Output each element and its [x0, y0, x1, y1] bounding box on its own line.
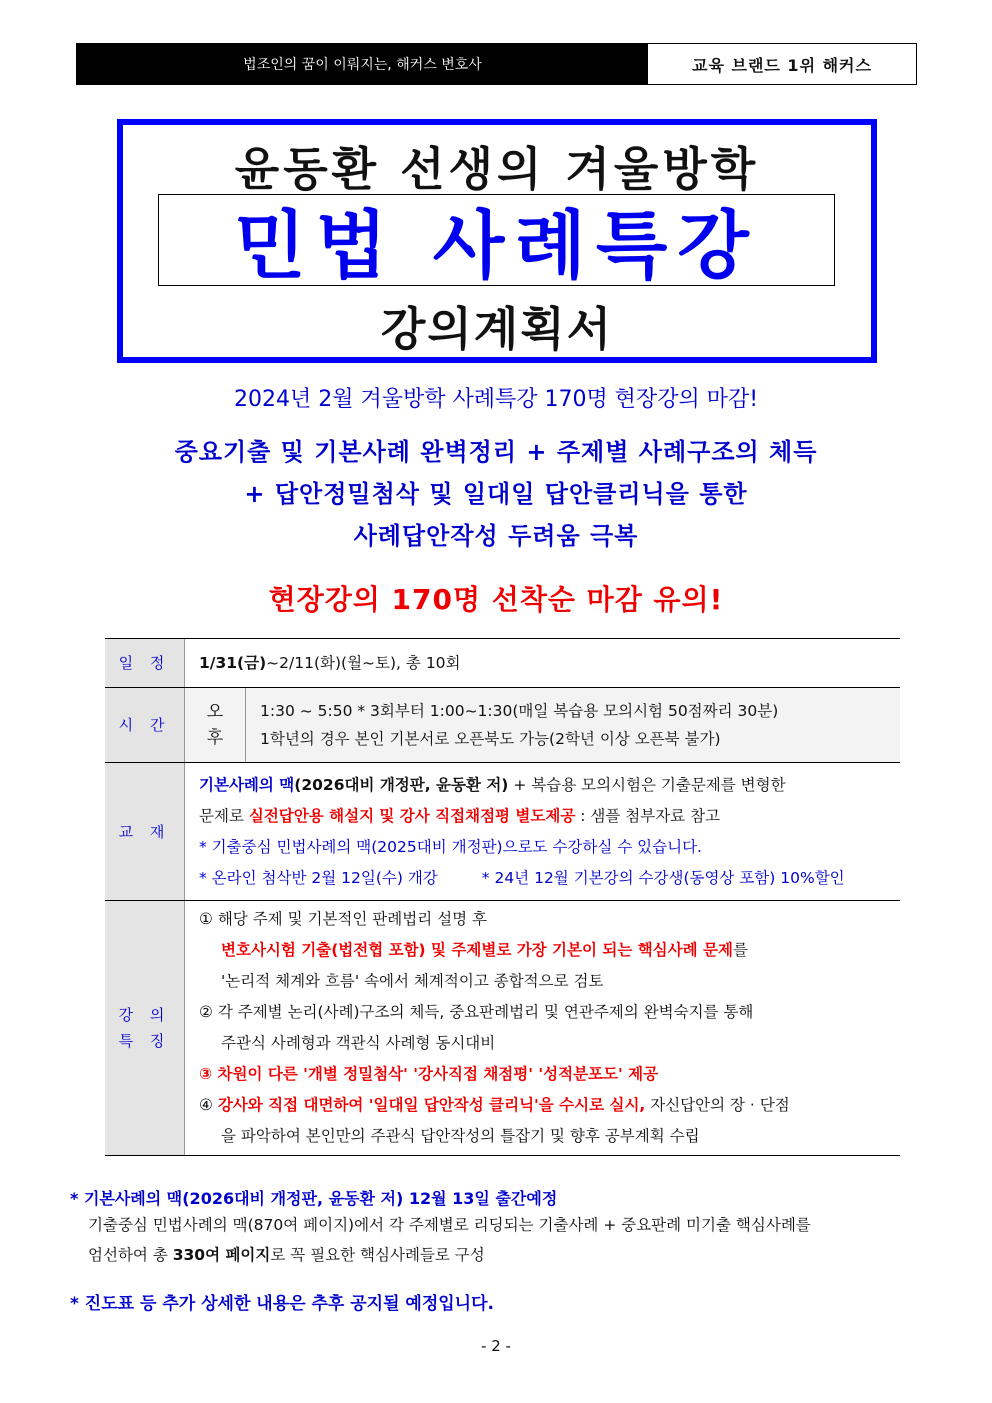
feature-4-rest: 자신답안의 장 · 단점: [645, 1096, 790, 1114]
feature-2-line2: 주관식 사례형과 객관식 사례형 동시대비: [221, 1034, 496, 1052]
features-label-2: 특 징: [118, 1032, 171, 1050]
title-inner-box: [158, 194, 835, 289]
textbook-publication-note: [70, 1188, 930, 1270]
time-period-char2: 후: [206, 728, 224, 748]
subtitle-line1: 중요기출 및 기본사례 완벽정리 + 주제별 사례구조의 체득: [174, 438, 818, 466]
page-header: [76, 43, 917, 85]
schedule-value: [185, 639, 900, 687]
textbook-value: [185, 763, 900, 900]
schedule-announcement-note: * 진도표 등 추가 상세한 내용은 추후 공지될 예정입니다.: [70, 1294, 494, 1314]
textbook-label: 교 재: [105, 763, 185, 900]
title-box: [117, 119, 877, 363]
time-line1: 1:30 ~ 5:50 * 3회부터 1:00~1:30(매일 복습용 모의시험 50점짜리 30분): [260, 702, 779, 720]
page-number: - 2 -: [481, 1337, 511, 1355]
feature-4-highlight: 강사와 직접 대면하여 '일대일 답안작성 클리닉'을 수시로 실시,: [217, 1096, 646, 1114]
feature-1-tail: 를: [732, 941, 748, 959]
feature-4-line2: 을 파악하여 본인만의 주관식 답안작성의 틀잡기 및 향후 공부계획 수립: [221, 1127, 700, 1145]
note-1-pages: 330여 페이지: [172, 1246, 271, 1264]
features-value: [185, 901, 900, 1155]
note-1-line2-post: 로 꼭 필요한 핵심사례들로 구성: [270, 1246, 485, 1264]
subtitle-line3: 사례답안작성 두려움 극복: [353, 522, 639, 550]
schedule-range: ~2/11(화)(월~토), 총 10회: [266, 653, 461, 672]
schedule-start: 1/31(금): [199, 653, 267, 672]
time-period-char1: 오: [206, 702, 224, 722]
textbook-row: [105, 763, 900, 901]
time-period: [185, 688, 246, 762]
textbook-line2-rest: : 샘플 첨부자료 참고: [575, 806, 721, 825]
note-1-line2-pre: 엄선하여 총: [88, 1246, 173, 1264]
note-1-heading: * 기본사례의 맥(2026대비 개정판, 윤동환 저) 12월 13일 출간예정: [70, 1189, 558, 1208]
header-brand: 교육 브랜드 1위 해커스: [692, 55, 872, 75]
schedule-row: [105, 639, 900, 688]
feature-1-line1: ① 해당 주제 및 기본적인 판례법리 설명 후: [199, 910, 487, 928]
textbook-online-note: * 온라인 첨삭반 2월 12일(수) 개강: [199, 868, 438, 887]
textbook-line3: * 기출중심 민법사례의 맥(2025대비 개정판)으로도 수강하실 수 있습니다.: [199, 837, 702, 856]
course-info-table: [105, 638, 900, 1156]
time-label: 시 간: [105, 688, 185, 762]
textbook-edition: (2026대비 개정판, 윤동환 저): [294, 775, 509, 794]
feature-3: ③ 차원이 다른 '개별 정밀첨삭' '강사직접 채점평' '성적분포도' 제공: [199, 1065, 659, 1083]
title-line3: 강의계획서: [380, 302, 614, 356]
schedule-label: 일 정: [105, 639, 185, 687]
title-line2: 민법 사례특강: [234, 203, 759, 289]
feature-1-line3: '논리적 체계와 흐름' 속에서 체계적이고 종합적으로 검토: [221, 972, 604, 990]
feature-4-marker: ④: [199, 1096, 218, 1114]
title-line1: 윤동환 선생의 겨울방학: [234, 142, 760, 196]
time-line2: 1학년의 경우 본인 기본서로 오픈북도 가능(2학년 이상 오픈북 불가): [260, 730, 721, 748]
feature-2-line1: ② 각 주제별 논리(사례)구조의 체득, 중요판례법리 및 연관주제의 완벽숙지를 통해: [199, 1003, 754, 1021]
textbook-line2-highlight: 실전답안용 해설지 및 강사 직접채점평 별도제공: [248, 806, 576, 825]
textbook-title: 기본사례의 맥: [199, 775, 295, 794]
time-row: [105, 688, 900, 763]
enrollment-warning: 현장강의 170명 선착순 마감 유의!: [268, 583, 724, 616]
features-label-1: 강 의: [118, 1006, 171, 1024]
subtitle-line2: + 답안정밀첨삭 및 일대일 답안클리닉을 통한: [244, 480, 748, 508]
textbook-line1-rest: + 복습용 모의시험은 기출문제를 변형한: [508, 775, 786, 794]
textbook-line2-pre: 문제로: [199, 806, 249, 825]
features-row: [105, 901, 900, 1156]
features-label: [105, 901, 185, 1155]
subtitle-closing-notice: 2024년 2월 겨울방학 사례특강 170명 현장강의 마감!: [233, 387, 759, 412]
time-value: [246, 688, 900, 762]
feature-1-highlight: 변호사시험 기출(법전협 포함) 및 주제별로 가장 기본이 되는 핵심사례 문제: [221, 941, 733, 959]
note-1-line1: 기출중심 민법사례의 맥(870여 페이지)에서 각 주제별로 리딩되는 기출사례 + 중요판례 미기출 핵심사례를: [88, 1216, 811, 1234]
header-slogan: 법조인의 꿈이 이뤄지는, 해커스 변호사: [77, 44, 648, 84]
textbook-discount-note: * 24년 12월 기본강의 수강생(동영상 포함) 10%할인: [481, 868, 845, 887]
